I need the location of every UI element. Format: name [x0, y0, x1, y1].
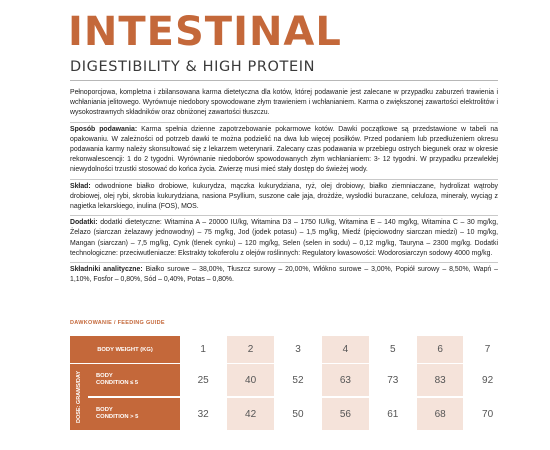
analysis-label: Składniki analityczne: [70, 266, 143, 274]
description-block [70, 86, 498, 288]
analysis-text: Białko surowe – 38,00%, Tłuszcz surowy – 20,00%, Włókno surowe – 3,00%, Popiół surowy – 8,50%, Wapń – 1,10%, Fosfor – 0,80%, Sód – 0,40%, Potas – 0,80%. [70, 266, 498, 284]
condition-label-cell [88, 398, 180, 430]
dose-cell: 83 [417, 364, 463, 396]
condition-label-cell [88, 364, 180, 396]
dose-cell: 32 [197, 408, 209, 420]
intro-paragraph [70, 86, 498, 123]
dose-cell: 56 [322, 398, 368, 430]
additives-label: Dodatki: [70, 219, 98, 227]
weight-cell: 2 [227, 336, 273, 363]
dose-cell: 70 [482, 408, 494, 420]
dose-cell: 63 [322, 364, 368, 396]
dose-cell: 25 [197, 374, 209, 386]
analysis-paragraph [70, 263, 498, 288]
dose-cell: 73 [387, 374, 399, 386]
body-weight-header: BODY WEIGHT (KG) [70, 336, 180, 363]
condition-label [96, 407, 138, 422]
dose-side-text: DOSE: GRAMS/DAY [76, 370, 82, 424]
additives-paragraph [70, 216, 498, 263]
feeding-guide-label: DAWKOWANIE / FEEDING GUIDE [70, 320, 165, 326]
weight-cell: 6 [417, 336, 463, 363]
usage-text: Karma spełnia dzienne zapotrzebowanie pokarmowe kotów. Dawki początkowe są przedstawione w tabeli na opakowaniu. W zależności od potrzeb dawki te można podzielić na dwa lub więcej posiłków. Przed podaniem lub przedłużeniem okresu podawania karmy należy skonsultować się z lekarzem weterynarii. Zalecany czas podawania w przebiegu ostrych biegunek oraz w okresie rekonwalescencji: 1 do 2 tygodni. Wyrównanie niedoborów spowodowanych złym wchłanianiem: 3- 12 tygodni. W przypadku przewlekłej niewydolności trzustki stosować do końca życia. Zwierzę musi mieć stały dostęp do świeżej wody. [70, 125, 498, 174]
weight-cell: 4 [322, 336, 368, 363]
dose-cell: 92 [482, 374, 494, 386]
product-title: INTESTINAL [68, 9, 342, 55]
dose-cell: 50 [292, 408, 304, 420]
dose-cell: 42 [227, 398, 273, 430]
product-subtitle: DIGESTIBILITY & HIGH PROTEIN [70, 59, 316, 75]
condition-label-line2: CONDITION ≤ 5 [96, 380, 139, 386]
additives-text: dodatki dietetyczne: Witamina A – 20000 IU/kg, Witamina D3 – 1750 IU/kg, Witamina E – 140 mg/kg, Witamina C – 30 mg/kg, Żelazo (siarczan żelazawy jednowodny) – 75 mg/kg, Jod (jodek potasu) – 1,5 mg/kg, Miedź (pięciowodny siarczan miedzi) – 10 mg/kg, Mangan (siarczan) – 7,5 mg/kg, Cynk (tlenek cynku) – 120 mg/kg, Selen (selen in sodu) – 0,12 mg/kg, Tauryna – 2300 mg/kg. Dodatki technologiczne: przeciwutleniacze: Ekstrakty tokoferolu z olejów roślinnych: Regulatory kwasowości: Wodorosiarczyn sodowy 4000 mg/kg. [70, 219, 498, 257]
weight-cell: 7 [484, 344, 491, 355]
dose-cell: 52 [292, 374, 304, 386]
intro-text: Pełnoporcjowa, kompletna i zbilansowana karma dietetyczna dla kotów, której podawanie jest zalecane w przypadku zaburzeń trawienia i wchłaniania jelitowego. Wyrównuje niedobory spowodowane złym trawieniem i wchłanianiem. Karma o zwiększonej zawartości elektrolitów i wysokostrawnych składników oraz obniżonej zawartości tłuszczu. [70, 89, 498, 117]
title-divider [70, 80, 498, 81]
condition-label-line1: BODY [96, 406, 113, 413]
dose-cell: 68 [417, 398, 463, 430]
weight-cell: 1 [200, 344, 206, 355]
feeding-table [70, 336, 494, 431]
condition-label [96, 373, 138, 388]
condition-label-line1: BODY [96, 372, 113, 379]
composition-label: Skład: [70, 182, 91, 190]
usage-label: Sposób podawania: [70, 125, 138, 133]
weight-cell: 3 [295, 344, 301, 355]
composition-paragraph [70, 180, 498, 217]
dose-cell: 40 [227, 364, 273, 396]
dose-side-label [70, 364, 88, 430]
composition-text: odwodnione białko drobiowe, kukurydza, mączka kukurydziana, ryż, olej drobiowy, białko ziemniaczane, hydrolizat wątroby drobiowej, olej rybi, skrobia kukurydziana, nasiona Psyllium, suszone całe jaja, drożdże, wysłodki buraczane, celuloza, minerały, wyciąg z nagietka lekarskiego, inulina (FOS), MOS. [70, 182, 498, 211]
weight-cell: 5 [390, 344, 396, 355]
dose-cell: 61 [387, 408, 399, 420]
usage-paragraph [70, 123, 498, 180]
condition-label-line2: CONDITION > 5 [96, 414, 139, 420]
